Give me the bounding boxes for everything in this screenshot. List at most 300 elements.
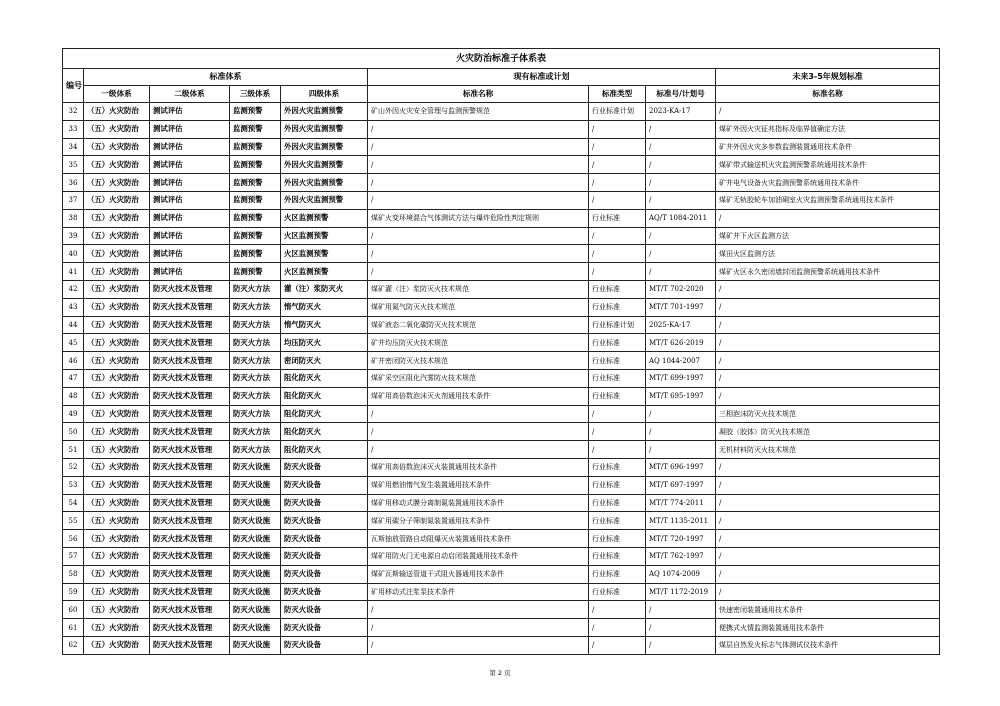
cell-std-name: / bbox=[368, 441, 589, 459]
cell-level4: 惰气防灭火 bbox=[281, 298, 368, 316]
cell-level4: 外因火灾监测预警 bbox=[281, 156, 368, 174]
cell-level3: 监测预警 bbox=[230, 103, 281, 121]
cell-level4: 防灭火设备 bbox=[281, 601, 368, 619]
cell-std-name: / bbox=[368, 405, 589, 423]
cell-std-code: / bbox=[646, 138, 716, 156]
cell-level1: （五）火灾防治 bbox=[84, 494, 150, 512]
cell-std-type: / bbox=[589, 441, 646, 459]
cell-future-name: / bbox=[716, 103, 940, 121]
cell-num: 53 bbox=[63, 476, 84, 494]
cell-std-name: / bbox=[368, 601, 589, 619]
cell-num: 41 bbox=[63, 263, 84, 281]
table-row bbox=[63, 387, 940, 405]
cell-num: 62 bbox=[63, 636, 84, 654]
cell-level1: （五）火灾防治 bbox=[84, 512, 150, 530]
cell-num: 46 bbox=[63, 352, 84, 370]
cell-level2: 防灭火技术及管理 bbox=[150, 636, 230, 654]
table-row bbox=[63, 530, 940, 548]
cell-level1: （五）火灾防治 bbox=[84, 352, 150, 370]
cell-level1: （五）火灾防治 bbox=[84, 458, 150, 476]
cell-level2: 防灭火技术及管理 bbox=[150, 512, 230, 530]
cell-std-code: / bbox=[646, 245, 716, 263]
cell-std-name: / bbox=[368, 174, 589, 192]
cell-std-name: / bbox=[368, 619, 589, 637]
cell-std-type: / bbox=[589, 619, 646, 637]
cell-level1: （五）火灾防治 bbox=[84, 191, 150, 209]
cell-std-code: / bbox=[646, 191, 716, 209]
cell-std-code: / bbox=[646, 619, 716, 637]
cell-level4: 阻化防灭火 bbox=[281, 441, 368, 459]
cell-std-name: 煤矿液态二氧化碳防灭火技术规范 bbox=[368, 316, 589, 334]
cell-level1: （五）火灾防治 bbox=[84, 227, 150, 245]
cell-level1: （五）火灾防治 bbox=[84, 405, 150, 423]
table-row bbox=[63, 156, 940, 174]
cell-level1: （五）火灾防治 bbox=[84, 636, 150, 654]
cell-level3: 监测预警 bbox=[230, 174, 281, 192]
cell-level4: 外因火灾监测预警 bbox=[281, 138, 368, 156]
cell-num: 52 bbox=[63, 458, 84, 476]
cell-level3: 防灭火设施 bbox=[230, 512, 281, 530]
cell-level3: 防灭火设施 bbox=[230, 547, 281, 565]
cell-level4: 火区监测预警 bbox=[281, 263, 368, 281]
cell-std-type: / bbox=[589, 156, 646, 174]
cell-level1: （五）火灾防治 bbox=[84, 245, 150, 263]
table-row bbox=[63, 601, 940, 619]
cell-level1: （五）火灾防治 bbox=[84, 601, 150, 619]
cell-std-type: / bbox=[589, 263, 646, 281]
cell-std-type: 行业标准计划 bbox=[589, 316, 646, 334]
cell-level4: 防灭火设备 bbox=[281, 619, 368, 637]
cell-num: 38 bbox=[63, 209, 84, 227]
table-row bbox=[63, 245, 940, 263]
cell-future-name: 快速密闭装置通用技术条件 bbox=[716, 601, 940, 619]
cell-level2: 防灭火技术及管理 bbox=[150, 494, 230, 512]
cell-future-name: 煤层自然发火标志气体测试仪技术条件 bbox=[716, 636, 940, 654]
cell-level4: 阻化防灭火 bbox=[281, 405, 368, 423]
cell-std-type: / bbox=[589, 636, 646, 654]
cell-std-name: 煤矿火变环境混合气体测试方法与爆炸危险性判定规则 bbox=[368, 209, 589, 227]
cell-level2: 防灭火技术及管理 bbox=[150, 298, 230, 316]
cell-std-type: 行业标准 bbox=[589, 458, 646, 476]
header-future-name: 标准名称 bbox=[716, 86, 940, 103]
cell-std-type: / bbox=[589, 227, 646, 245]
cell-std-code: AQ 1074-2009 bbox=[646, 565, 716, 583]
cell-future-name: / bbox=[716, 512, 940, 530]
cell-level1: （五）火灾防治 bbox=[84, 334, 150, 352]
cell-level3: 防灭火设施 bbox=[230, 530, 281, 548]
cell-std-code: AQ 1044-2007 bbox=[646, 352, 716, 370]
table-row bbox=[63, 352, 940, 370]
cell-std-type: 行业标准 bbox=[589, 209, 646, 227]
cell-num: 60 bbox=[63, 601, 84, 619]
cell-num: 45 bbox=[63, 334, 84, 352]
cell-std-name: / bbox=[368, 263, 589, 281]
cell-future-name: 煤矿无轨胶轮车加油硐室火灾监测预警系统通用技术条件 bbox=[716, 191, 940, 209]
cell-level3: 防灭火设施 bbox=[230, 565, 281, 583]
cell-level2: 防灭火技术及管理 bbox=[150, 423, 230, 441]
cell-level4: 灌（注）浆防灭火 bbox=[281, 280, 368, 298]
cell-std-code: MT/T 720-1997 bbox=[646, 530, 716, 548]
cell-num: 48 bbox=[63, 387, 84, 405]
cell-std-type: 行业标准计划 bbox=[589, 103, 646, 121]
cell-level3: 防灭火方法 bbox=[230, 387, 281, 405]
header-existing: 现有标准或计划 bbox=[368, 69, 716, 86]
cell-level4: 均压防灭火 bbox=[281, 334, 368, 352]
cell-level3: 防灭火方法 bbox=[230, 441, 281, 459]
cell-std-type: / bbox=[589, 191, 646, 209]
table-row bbox=[63, 298, 940, 316]
table-row bbox=[63, 441, 940, 459]
cell-level3: 防灭火设施 bbox=[230, 583, 281, 601]
cell-level4: 外因火灾监测预警 bbox=[281, 191, 368, 209]
cell-level2: 测试评估 bbox=[150, 191, 230, 209]
cell-level1: （五）火灾防治 bbox=[84, 263, 150, 281]
cell-level2: 防灭火技术及管理 bbox=[150, 316, 230, 334]
table-row bbox=[63, 423, 940, 441]
cell-future-name: / bbox=[716, 583, 940, 601]
cell-level2: 防灭火技术及管理 bbox=[150, 476, 230, 494]
cell-future-name: 三相泡沫防灭火技术规范 bbox=[716, 405, 940, 423]
cell-level3: 防灭火设施 bbox=[230, 601, 281, 619]
table-row bbox=[63, 138, 940, 156]
cell-level3: 防灭火方法 bbox=[230, 423, 281, 441]
cell-std-type: 行业标准 bbox=[589, 547, 646, 565]
cell-num: 39 bbox=[63, 227, 84, 245]
cell-level1: （五）火灾防治 bbox=[84, 476, 150, 494]
cell-std-name: 煤矿用防火门无电源自动启闭装置通用技术条件 bbox=[368, 547, 589, 565]
cell-level3: 防灭火设施 bbox=[230, 476, 281, 494]
cell-level3: 监测预警 bbox=[230, 245, 281, 263]
cell-num: 55 bbox=[63, 512, 84, 530]
cell-level3: 防灭火方法 bbox=[230, 316, 281, 334]
cell-std-code: / bbox=[646, 263, 716, 281]
cell-num: 47 bbox=[63, 369, 84, 387]
cell-level1: （五）火灾防治 bbox=[84, 565, 150, 583]
cell-level2: 测试评估 bbox=[150, 227, 230, 245]
cell-num: 43 bbox=[63, 298, 84, 316]
cell-std-name: 矿井密闭防灭火技术规范 bbox=[368, 352, 589, 370]
cell-level1: （五）火灾防治 bbox=[84, 530, 150, 548]
cell-level4: 防灭火设备 bbox=[281, 476, 368, 494]
cell-std-type: / bbox=[589, 138, 646, 156]
cell-std-name: 瓦斯抽放管路自动阻爆灭火装置通用技术条件 bbox=[368, 530, 589, 548]
cell-std-name: 煤矿用氮气防灭火技术规范 bbox=[368, 298, 589, 316]
cell-std-name: / bbox=[368, 138, 589, 156]
cell-std-code: MT/T 697-1997 bbox=[646, 476, 716, 494]
cell-std-name: / bbox=[368, 227, 589, 245]
table-row bbox=[63, 369, 940, 387]
cell-level3: 防灭火设施 bbox=[230, 494, 281, 512]
cell-std-name: 煤矿采空区阻化汽雾防火技术规范 bbox=[368, 369, 589, 387]
cell-num: 37 bbox=[63, 191, 84, 209]
table-row bbox=[63, 512, 940, 530]
cell-level2: 防灭火技术及管理 bbox=[150, 352, 230, 370]
cell-std-code: MT/T 1135-2011 bbox=[646, 512, 716, 530]
cell-num: 35 bbox=[63, 156, 84, 174]
cell-level4: 阻化防灭火 bbox=[281, 369, 368, 387]
cell-level2: 防灭火技术及管理 bbox=[150, 441, 230, 459]
cell-std-type: / bbox=[589, 405, 646, 423]
cell-level4: 防灭火设备 bbox=[281, 636, 368, 654]
cell-std-code: MT/T 695-1997 bbox=[646, 387, 716, 405]
cell-std-name: 煤矿用碳分子筛制氮装置通用技术条件 bbox=[368, 512, 589, 530]
cell-std-name: 煤矿用高倍数泡沫灭火装置通用技术条件 bbox=[368, 458, 589, 476]
cell-level4: 防灭火设备 bbox=[281, 530, 368, 548]
header-num: 编号 bbox=[63, 69, 84, 103]
cell-future-name: / bbox=[716, 565, 940, 583]
table-row bbox=[63, 280, 940, 298]
cell-level3: 防灭火设施 bbox=[230, 636, 281, 654]
cell-level3: 监测预警 bbox=[230, 120, 281, 138]
cell-level2: 测试评估 bbox=[150, 120, 230, 138]
cell-level4: 外因火灾监测预警 bbox=[281, 103, 368, 121]
cell-num: 61 bbox=[63, 619, 84, 637]
cell-num: 59 bbox=[63, 583, 84, 601]
cell-level4: 防灭火设备 bbox=[281, 458, 368, 476]
cell-level2: 测试评估 bbox=[150, 138, 230, 156]
table-row bbox=[63, 636, 940, 654]
cell-std-type: 行业标准 bbox=[589, 583, 646, 601]
cell-level4: 防灭火设备 bbox=[281, 512, 368, 530]
cell-num: 32 bbox=[63, 103, 84, 121]
cell-level2: 防灭火技术及管理 bbox=[150, 530, 230, 548]
cell-future-name: / bbox=[716, 209, 940, 227]
cell-num: 57 bbox=[63, 547, 84, 565]
cell-std-type: 行业标准 bbox=[589, 334, 646, 352]
table-row bbox=[63, 316, 940, 334]
cell-future-name: 煤矿火区永久密闭墙封闭监测预警系统通用技术条件 bbox=[716, 263, 940, 281]
cell-std-code: / bbox=[646, 636, 716, 654]
cell-std-name: 矿井均压防灭火技术规范 bbox=[368, 334, 589, 352]
table-row bbox=[63, 103, 940, 121]
cell-std-code: MT/T 702-2020 bbox=[646, 280, 716, 298]
cell-level3: 监测预警 bbox=[230, 227, 281, 245]
cell-std-type: 行业标准 bbox=[589, 369, 646, 387]
header-level3: 三级体系 bbox=[230, 86, 281, 103]
cell-level2: 测试评估 bbox=[150, 209, 230, 227]
cell-std-code: MT/T 701-1997 bbox=[646, 298, 716, 316]
cell-level4: 防灭火设备 bbox=[281, 494, 368, 512]
cell-future-name: 无机材料防灭火技术规范 bbox=[716, 441, 940, 459]
table-row bbox=[63, 476, 940, 494]
cell-level4: 外因火灾监测预警 bbox=[281, 174, 368, 192]
cell-std-type: / bbox=[589, 120, 646, 138]
cell-std-name: / bbox=[368, 423, 589, 441]
cell-std-name: / bbox=[368, 156, 589, 174]
cell-level4: 密闭防灭火 bbox=[281, 352, 368, 370]
table-row bbox=[63, 547, 940, 565]
cell-std-type: 行业标准 bbox=[589, 530, 646, 548]
cell-level1: （五）火灾防治 bbox=[84, 298, 150, 316]
table-title: 火灾防治标准子体系表 bbox=[63, 49, 940, 69]
cell-std-name: 矿用移动式注浆泵技术条件 bbox=[368, 583, 589, 601]
cell-level1: （五）火灾防治 bbox=[84, 619, 150, 637]
cell-future-name: / bbox=[716, 458, 940, 476]
cell-level2: 测试评估 bbox=[150, 263, 230, 281]
cell-level1: （五）火灾防治 bbox=[84, 120, 150, 138]
cell-std-code: MT/T 626-2019 bbox=[646, 334, 716, 352]
cell-std-type: / bbox=[589, 601, 646, 619]
cell-level2: 防灭火技术及管理 bbox=[150, 601, 230, 619]
cell-future-name: 煤矿带式输送机火灾监测预警系统通用技术条件 bbox=[716, 156, 940, 174]
table-row bbox=[63, 458, 940, 476]
cell-std-name: / bbox=[368, 191, 589, 209]
header-level4: 四级体系 bbox=[281, 86, 368, 103]
cell-level1: （五）火灾防治 bbox=[84, 280, 150, 298]
cell-std-name: 煤矿用高倍数泡沫灭火剂通用技术条件 bbox=[368, 387, 589, 405]
cell-std-code: / bbox=[646, 423, 716, 441]
cell-std-name: 矿山外因火灾安全管理与监测预警规范 bbox=[368, 103, 589, 121]
cell-future-name: 凝胶（胶体）防灭火技术规范 bbox=[716, 423, 940, 441]
header-system: 标准体系 bbox=[84, 69, 368, 86]
cell-level3: 防灭火设施 bbox=[230, 458, 281, 476]
header-std-name: 标准名称 bbox=[368, 86, 589, 103]
cell-level2: 防灭火技术及管理 bbox=[150, 458, 230, 476]
cell-level4: 外因火灾监测预警 bbox=[281, 120, 368, 138]
cell-level2: 防灭火技术及管理 bbox=[150, 565, 230, 583]
cell-level3: 监测预警 bbox=[230, 263, 281, 281]
cell-level1: （五）火灾防治 bbox=[84, 423, 150, 441]
cell-std-name: 煤矿灌（注）浆防灭火技术规范 bbox=[368, 280, 589, 298]
cell-level1: （五）火灾防治 bbox=[84, 583, 150, 601]
table-row bbox=[63, 619, 940, 637]
cell-level1: （五）火灾防治 bbox=[84, 156, 150, 174]
cell-future-name: / bbox=[716, 280, 940, 298]
cell-level3: 防灭火设施 bbox=[230, 619, 281, 637]
cell-level2: 测试评估 bbox=[150, 174, 230, 192]
cell-level4: 火区监测预警 bbox=[281, 245, 368, 263]
cell-level1: （五）火灾防治 bbox=[84, 547, 150, 565]
page-footer: 第 2 页 bbox=[489, 669, 511, 677]
cell-std-code: 2023-KA-17 bbox=[646, 103, 716, 121]
cell-std-name: / bbox=[368, 120, 589, 138]
cell-level3: 防灭火方法 bbox=[230, 280, 281, 298]
cell-level1: （五）火灾防治 bbox=[84, 387, 150, 405]
cell-std-type: / bbox=[589, 174, 646, 192]
cell-future-name: 煤田火区监测方法 bbox=[716, 245, 940, 263]
cell-future-name: / bbox=[716, 298, 940, 316]
header-std-code: 标准号/计划号 bbox=[646, 86, 716, 103]
cell-level3: 防灭火方法 bbox=[230, 405, 281, 423]
cell-num: 42 bbox=[63, 280, 84, 298]
cell-num: 54 bbox=[63, 494, 84, 512]
cell-level4: 火区监测预警 bbox=[281, 227, 368, 245]
cell-num: 51 bbox=[63, 441, 84, 459]
cell-num: 36 bbox=[63, 174, 84, 192]
cell-level3: 防灭火方法 bbox=[230, 298, 281, 316]
cell-std-type: 行业标准 bbox=[589, 352, 646, 370]
cell-level1: （五）火灾防治 bbox=[84, 441, 150, 459]
table-row bbox=[63, 334, 940, 352]
cell-future-name: 矿井外因火灾多参数监测装置通用技术条件 bbox=[716, 138, 940, 156]
cell-num: 56 bbox=[63, 530, 84, 548]
cell-level2: 防灭火技术及管理 bbox=[150, 547, 230, 565]
cell-std-name: 煤矿瓦斯输送管道干式阻火器通用技术条件 bbox=[368, 565, 589, 583]
cell-level2: 防灭火技术及管理 bbox=[150, 369, 230, 387]
cell-level1: （五）火灾防治 bbox=[84, 174, 150, 192]
table-row bbox=[63, 583, 940, 601]
cell-std-code: / bbox=[646, 227, 716, 245]
cell-future-name: 煤矿外因火灾征兆指标及临界值确定方法 bbox=[716, 120, 940, 138]
table-row bbox=[63, 565, 940, 583]
cell-level2: 测试评估 bbox=[150, 156, 230, 174]
table-row bbox=[63, 405, 940, 423]
cell-num: 58 bbox=[63, 565, 84, 583]
cell-level2: 防灭火技术及管理 bbox=[150, 405, 230, 423]
cell-level1: （五）火灾防治 bbox=[84, 209, 150, 227]
cell-future-name: / bbox=[716, 334, 940, 352]
cell-std-name: / bbox=[368, 245, 589, 263]
cell-level4: 火区监测预警 bbox=[281, 209, 368, 227]
cell-std-code: MT/T 774-2011 bbox=[646, 494, 716, 512]
standards-sheet bbox=[62, 48, 939, 655]
cell-level1: （五）火灾防治 bbox=[84, 316, 150, 334]
cell-future-name: / bbox=[716, 530, 940, 548]
cell-level3: 监测预警 bbox=[230, 138, 281, 156]
table-row bbox=[63, 494, 940, 512]
cell-level4: 惰气防灭火 bbox=[281, 316, 368, 334]
table-row bbox=[63, 227, 940, 245]
cell-level2: 防灭火技术及管理 bbox=[150, 280, 230, 298]
table-row bbox=[63, 174, 940, 192]
cell-level2: 测试评估 bbox=[150, 103, 230, 121]
cell-num: 34 bbox=[63, 138, 84, 156]
cell-std-type: 行业标准 bbox=[589, 387, 646, 405]
cell-std-code: MT/T 1172-2019 bbox=[646, 583, 716, 601]
cell-std-name: / bbox=[368, 636, 589, 654]
cell-num: 33 bbox=[63, 120, 84, 138]
cell-level1: （五）火灾防治 bbox=[84, 138, 150, 156]
cell-future-name: / bbox=[716, 387, 940, 405]
cell-std-code: MT/T 699-1997 bbox=[646, 369, 716, 387]
cell-level4: 防灭火设备 bbox=[281, 565, 368, 583]
cell-future-name: / bbox=[716, 352, 940, 370]
table-row bbox=[63, 209, 940, 227]
header-level2: 二级体系 bbox=[150, 86, 230, 103]
cell-level2: 防灭火技术及管理 bbox=[150, 387, 230, 405]
cell-std-type: 行业标准 bbox=[589, 494, 646, 512]
cell-num: 50 bbox=[63, 423, 84, 441]
cell-std-code: / bbox=[646, 156, 716, 174]
cell-level1: （五）火灾防治 bbox=[84, 369, 150, 387]
cell-std-type: 行业标准 bbox=[589, 565, 646, 583]
standards-table bbox=[62, 48, 940, 655]
cell-level3: 监测预警 bbox=[230, 209, 281, 227]
cell-std-code: / bbox=[646, 120, 716, 138]
cell-std-code: 2025-KA-17 bbox=[646, 316, 716, 334]
table-row bbox=[63, 263, 940, 281]
cell-level2: 测试评估 bbox=[150, 245, 230, 263]
cell-std-name: 煤矿用燃油惰气发生装置通用技术条件 bbox=[368, 476, 589, 494]
cell-std-code: / bbox=[646, 405, 716, 423]
cell-std-type: / bbox=[589, 245, 646, 263]
cell-level3: 监测预警 bbox=[230, 191, 281, 209]
cell-future-name: 矿井电气设备火灾监测预警系统通用技术条件 bbox=[716, 174, 940, 192]
cell-level2: 防灭火技术及管理 bbox=[150, 583, 230, 601]
cell-level4: 防灭火设备 bbox=[281, 547, 368, 565]
cell-future-name: / bbox=[716, 316, 940, 334]
cell-level2: 防灭火技术及管理 bbox=[150, 619, 230, 637]
header-std-type: 标准类型 bbox=[589, 86, 646, 103]
cell-future-name: 煤矿井下火区监测方法 bbox=[716, 227, 940, 245]
table-row bbox=[63, 120, 940, 138]
cell-level4: 阻化防灭火 bbox=[281, 423, 368, 441]
cell-level3: 监测预警 bbox=[230, 156, 281, 174]
cell-std-type: 行业标准 bbox=[589, 298, 646, 316]
cell-future-name: / bbox=[716, 476, 940, 494]
cell-level1: （五）火灾防治 bbox=[84, 103, 150, 121]
cell-level3: 防灭火方法 bbox=[230, 334, 281, 352]
